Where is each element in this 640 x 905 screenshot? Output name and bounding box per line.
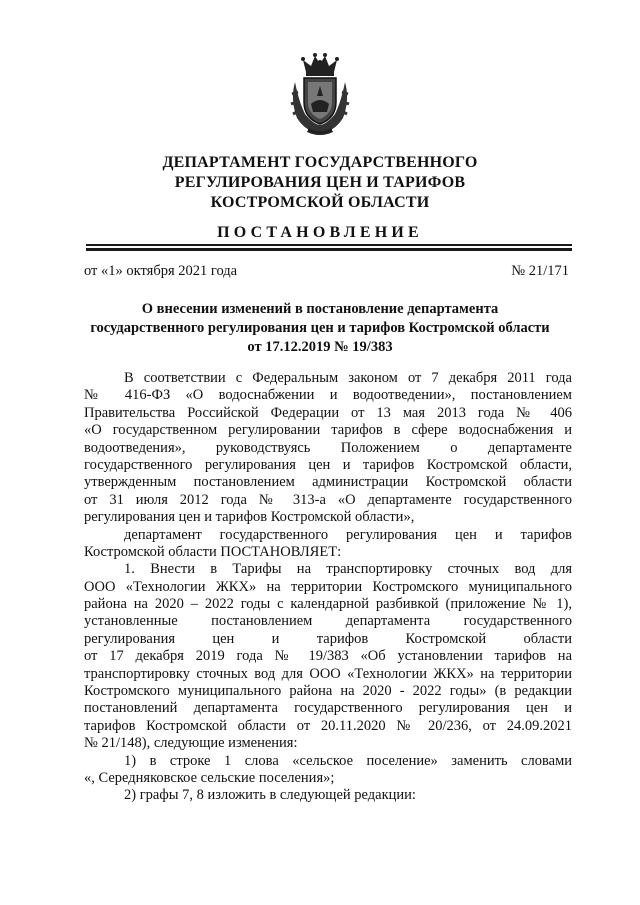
document-body	[84, 370, 572, 805]
subject-line-2: государственного регулирования цен и тарифов Костромской области	[90, 320, 550, 336]
subject-line-1: О внесении изменений в постановление департамента	[141, 301, 499, 317]
body-line: тарифов Костромской области от 20.11.2020 № 20/236, от 24.09.2021	[84, 717, 572, 734]
body-line: В соответствии с Федеральным законом от 7 декабря 2011 года	[124, 370, 572, 386]
body-line: Костромской области ПОСТАНОВЛЯЕТ:	[84, 543, 342, 560]
body-line: Правительства Российской Федерации от 13 мая 2013 года № 406	[84, 404, 572, 421]
body-line: установленные постановлением департамента государственного	[84, 613, 572, 630]
body-line: государственного регулирования цен и тарифов Костромской области,	[84, 456, 572, 473]
body-line: водоотведения», руководствуясь Положением о департаменте	[84, 439, 572, 456]
body-line: транспортировку сточных вод для ООО «Технологии ЖКХ» на территории	[84, 665, 572, 682]
body-line: 1) в строке 1 слова «сельское поселение» заменить словами	[124, 752, 572, 769]
body-line: № 416-ФЗ «О водоснабжении и водоотведении», постановлением	[84, 387, 572, 404]
body-line: «, Середняковское сельские поселения»;	[84, 769, 335, 786]
body-line: Костромского муниципального района на 2020 - 2022 годы» (в редакции	[84, 683, 572, 700]
body-line: от 31 июля 2012 года № 313-а «О департаменте государственного	[84, 491, 572, 508]
header-line-3: КОСТРОМСКОЙ ОБЛАСТИ	[210, 194, 430, 211]
body-line: 2) графы 7, 8 изложить в следующей редакции:	[124, 787, 416, 804]
subject-line-3: от 17.12.2019 № 19/383	[247, 339, 393, 355]
header-line-1: ДЕПАРТАМЕНТ ГОСУДАРСТВЕННОГО	[162, 154, 478, 171]
header-line-2: РЕГУЛИРОВАНИЯ ЦЕН И ТАРИФОВ	[174, 174, 466, 191]
body-line: «О государственном регулировании тарифов в сфере водоснабжения и	[84, 422, 572, 439]
body-line: регулирования цен и тарифов Костромской области»,	[84, 509, 415, 526]
body-line: департамент государственного регулирования цен и тарифов	[124, 526, 572, 543]
document-subject	[70, 300, 570, 357]
body-line: от 17 декабря 2019 года № 19/383 «Об установлении тарифов на	[84, 648, 572, 665]
body-line: утвержденным постановлением администрации Костромской области	[84, 474, 572, 491]
body-line: регулирования цен и тарифов Костромской области	[84, 630, 572, 647]
document-number: № 21/171	[511, 263, 569, 279]
body-line: ООО «Технологии ЖКХ» на территории Костромского муниципального	[84, 578, 572, 595]
document-date: от «1» октября 2021 года	[84, 263, 238, 279]
body-line: № 21/148), следующие изменения:	[84, 735, 298, 752]
coat-of-arms-emblem-icon	[289, 52, 351, 136]
body-line: 1. Внести в Тарифы на транспортировку сточных вод для	[124, 561, 572, 578]
body-line: района на 2020 – 2022 годы с календарной разбивкой (приложение № 1),	[84, 596, 572, 613]
department-header	[60, 153, 580, 213]
header-rule-thin	[86, 244, 572, 246]
body-line: постановлений департамента государственного регулирования цен и	[84, 700, 572, 717]
header-rule-thick	[86, 248, 572, 251]
document-type-title: ПОСТАНОВЛЕНИЕ	[217, 224, 423, 241]
